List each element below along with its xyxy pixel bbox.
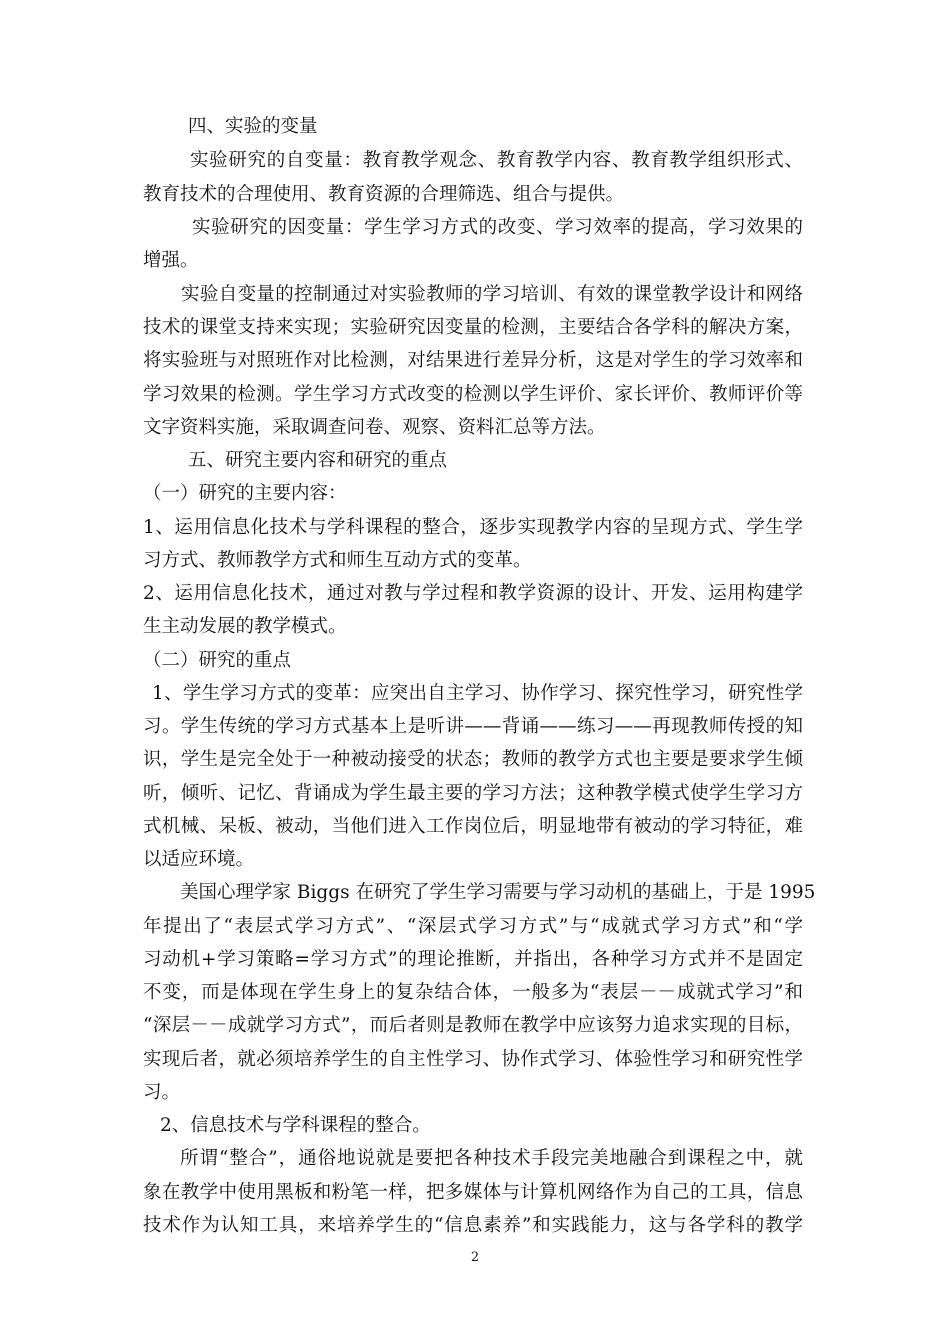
subsection-heading: 2、信息技术与学科课程的整合。 [160, 1115, 431, 1136]
paragraph-line: 实验研究的因变量：学生学习方式的改变、学习效率的提高，学习效果的 [192, 217, 803, 238]
paragraph-line: 听，倾听、记忆、背诵成为学生最主要的学习方法；这种教学模式使学生学习方 [143, 783, 803, 804]
paragraph-line: 年提出了“表层式学习方式”、“深层式学习方式”与“成就式学习方式”和“学 [143, 916, 803, 937]
paragraph-line: 生主动发展的教学模式。 [143, 616, 347, 637]
paragraph-line: 1、运用信息化技术与学科课程的整合，逐步实现教学内容的呈现方式、学生学 [143, 517, 803, 538]
paragraph-line: 习方式、教师教学方式和师生互动方式的变革。 [143, 550, 532, 571]
paragraph-line: 文字资料实施，采取调查问卷、观察、资料汇总等方法。 [143, 417, 606, 438]
paragraph-line: 1、学生学习方式的变革：应突出自主学习、协作学习、探究性学习，研究性学 [152, 683, 803, 704]
paragraph-line: 识，学生是完全处于一种被动接受的状态；教师的教学方式也主要是要求学生倾 [143, 749, 803, 770]
paragraph-line: 实验研究的自变量：教育教学观念、教育教学内容、教育教学组织形式、 [190, 150, 803, 171]
paragraph-line: 学习效果的检测。学生学习方式改变的检测以学生评价、家长评价、教师评价等 [143, 384, 803, 405]
paragraph-line: 将实验班与对照班作对比检测，对结果进行差异分析，这是对学生的学习效率和 [143, 350, 803, 371]
paragraph-line: 式机械、呆板、被动，当他们进入工作岗位后，明显地带有被动的学习特征，难 [143, 816, 803, 837]
subsection-heading: （一）研究的主要内容： [143, 483, 347, 504]
page-number: 2 [470, 1250, 480, 1265]
paragraph-line: 实现后者，就必须培养学生的自主性学习、协作式学习、体验性学习和研究性学 [143, 1049, 803, 1070]
subsection-heading: （二）研究的重点 [143, 650, 292, 671]
paragraph-line: 习。 [143, 1082, 181, 1103]
paragraph-line: 实验自变量的控制通过对实验教师的学习培训、有效的课堂教学设计和网络 [181, 284, 803, 305]
section-heading: 四、实验的变量 [188, 116, 318, 137]
paragraph-line: 美国心理学家 Biggs 在研究了学生学习需要与学习动机的基础上，于是 1995 [180, 882, 816, 903]
paragraph-line: 以适应环境。 [143, 849, 255, 870]
paragraph-line: 技术的课堂支持来实现；实验研究因变量的检测，主要结合各学科的解决方案， [143, 317, 803, 338]
paragraph-line: 习。学生传统的学习方式基本上是听讲——背诵——练习——再现教师传授的知 [143, 716, 803, 737]
paragraph-line: 增强。 [143, 250, 199, 271]
paragraph-line: 2、运用信息化技术，通过对教与学过程和教学资源的设计、开发、运用构建学 [143, 583, 803, 604]
paragraph-line: 教育技术的合理使用、教育资源的合理筛选、组合与提供。 [143, 184, 625, 205]
paragraph-line: 习动机+学习策略=学习方式”的理论推断，并指出，各种学习方式并不是固定 [143, 949, 803, 970]
paragraph-line: 所谓“整合”，通俗地说就是要把各种技术手段完美地融合到课程之中，就 [180, 1148, 803, 1169]
paragraph-line: 技术作为认知工具，来培养学生的“信息素养”和实践能力，这与各学科的教学 [143, 1215, 803, 1236]
paragraph-line: 不变，而是体现在学生身上的复杂结合体，一般多为“表层－－成就式学习”和 [143, 982, 803, 1003]
paragraph-line: “深层－－成就学习方式”，而后者则是教师在教学中应该努力追求实现的目标， [143, 1015, 803, 1036]
section-heading: 五、研究主要内容和研究的重点 [188, 450, 448, 471]
paragraph-line: 象在教学中使用黑板和粉笔一样，把多媒体与计算机网络作为自己的工具，信息 [143, 1182, 803, 1203]
